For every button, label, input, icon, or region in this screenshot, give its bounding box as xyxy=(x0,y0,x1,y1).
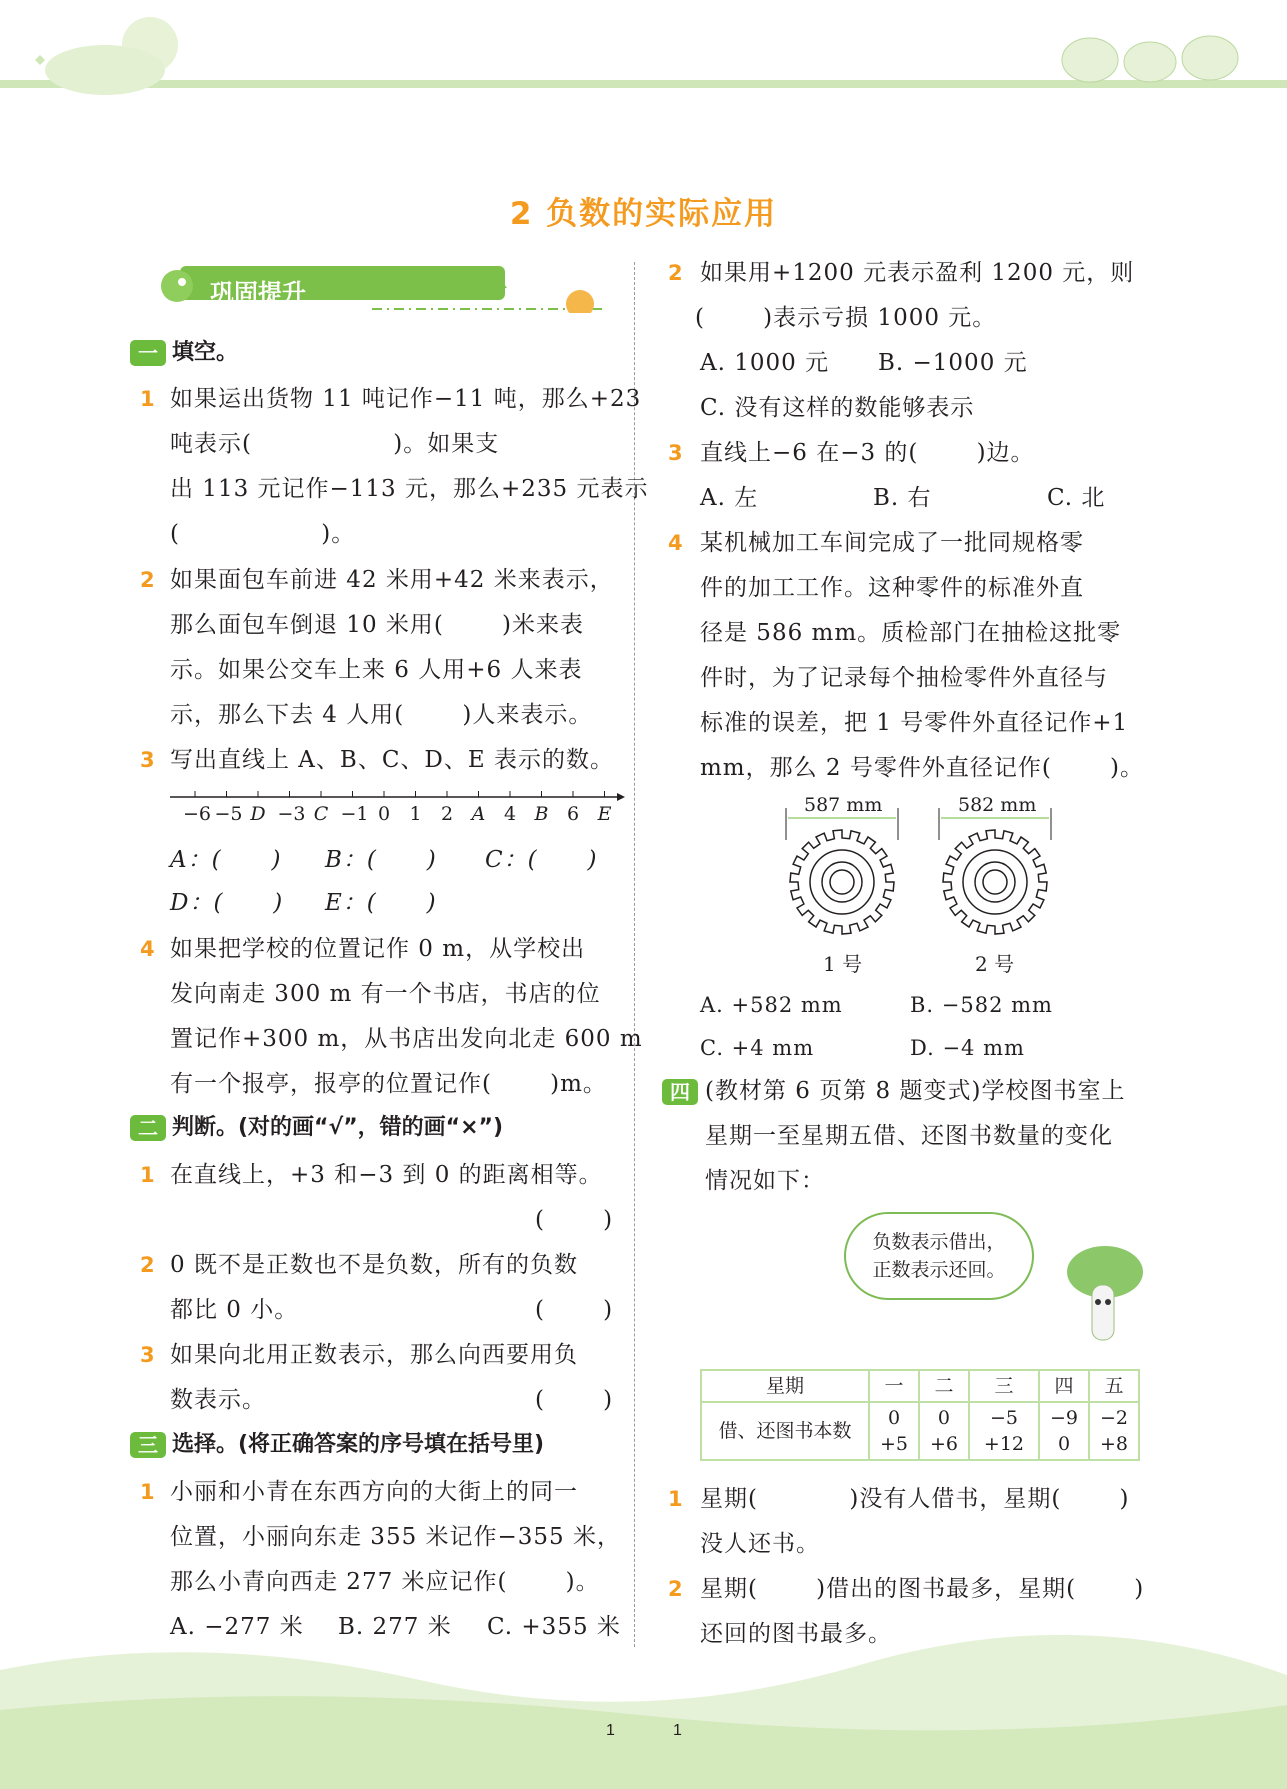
option: C. 北 xyxy=(1047,485,1106,511)
question-text: 如果面包车前进 42 米用+42 米来表示， xyxy=(170,567,614,593)
sun-cloud-decoration xyxy=(10,0,210,110)
speech-bubble xyxy=(844,1212,1034,1300)
gear-size-label: 582 mm xyxy=(958,794,1037,816)
number-line-label: C xyxy=(313,803,329,825)
return-value: 0 xyxy=(1057,1433,1071,1455)
question-number: 1 xyxy=(140,387,155,411)
question-text: 件时，为了记录每个抽检零件外直径与 xyxy=(700,665,1108,691)
number-line-label: 0 xyxy=(377,803,391,825)
return-value: +5 xyxy=(879,1433,908,1455)
number-line-label: E xyxy=(597,803,612,825)
question-text: 如果把学校的位置记作 0 m，从学校出 xyxy=(170,936,586,962)
number-line-label: D xyxy=(250,803,266,825)
section-title: 判断。(对的画“√”，错的画“×”) xyxy=(172,1115,504,1140)
number-line-label: B xyxy=(534,803,549,825)
number-line-label: A xyxy=(471,803,486,825)
table-row-label: 借、还图书本数 xyxy=(701,1402,869,1460)
question-text: (教材第 6 页第 8 题变式)学校图书室上 xyxy=(705,1078,1126,1104)
question-number: 2 xyxy=(140,1253,155,1277)
gears-figure xyxy=(780,800,1070,950)
question-text: 如果向北用正数表示，那么向西要用负 xyxy=(170,1342,578,1368)
borrow-value: 0 xyxy=(937,1407,950,1429)
option: C. 没有这样的数能够表示 xyxy=(700,395,975,421)
table-header-cell: 星期 xyxy=(701,1370,869,1402)
question-text: 吨表示( )。如果支 xyxy=(170,431,500,457)
number-line-label: −1 xyxy=(340,803,369,825)
answer-blank: ( ) xyxy=(535,1387,614,1413)
page-title: 2 负数的实际应用 xyxy=(509,196,778,232)
table-header-cell: 三 xyxy=(969,1370,1039,1402)
question-text: 标准的误差，把 1 号零件外直径记作+1 xyxy=(700,710,1129,736)
question-text: 如果用+1200 元表示盈利 1200 元，则 xyxy=(700,260,1135,286)
bubble-line: 正数表示还回。 xyxy=(872,1259,1006,1281)
question-number: 3 xyxy=(140,1343,155,1367)
table-header-row xyxy=(701,1370,1139,1402)
borrow-value: 0 xyxy=(887,1407,901,1429)
section-badge: 三 xyxy=(130,1432,166,1458)
answer-blank: C：( ) xyxy=(485,847,598,873)
question-text: 都比 0 小。 xyxy=(170,1297,299,1323)
question-text: 件的加工工作。这种零件的标准外直 xyxy=(700,575,1084,601)
book-table xyxy=(700,1369,1140,1461)
borrow-value: −2 xyxy=(1099,1407,1128,1429)
question-text: 数表示。 xyxy=(170,1387,266,1413)
option: D. −4 mm xyxy=(910,1036,1025,1060)
table-header-cell: 二 xyxy=(919,1370,969,1402)
gear-label: 2 号 xyxy=(975,952,1015,976)
table-cell xyxy=(869,1402,919,1460)
return-value: +12 xyxy=(983,1433,1025,1455)
answer-blank: ( ) xyxy=(535,1207,614,1233)
return-value: +8 xyxy=(1099,1433,1128,1455)
question-text: 在直线上，+3 和−3 到 0 的距离相等。 xyxy=(170,1162,603,1188)
question-text: 径是 586 mm。质检部门在抽检这批零 xyxy=(700,620,1122,646)
question-text: 小丽和小青在东西方向的大街上的同一 xyxy=(170,1479,578,1505)
borrow-value: −9 xyxy=(1050,1407,1079,1429)
question-text: 那么小青向西走 277 米应记作( )。 xyxy=(170,1569,600,1595)
number-line-label: 1 xyxy=(409,803,422,825)
question-text: 0 既不是正数也不是负数，所有的负数 xyxy=(170,1252,578,1278)
option: C. +4 mm xyxy=(700,1036,815,1060)
question-text: 写出直线上 A、B、C、D、E 表示的数。 xyxy=(170,747,614,773)
question-number: 1 xyxy=(668,1487,683,1511)
answer-blank: D：( ) xyxy=(170,890,284,916)
number-line-label: −5 xyxy=(214,803,243,825)
option: B. −1000 元 xyxy=(878,350,1028,376)
number-line-label: −6 xyxy=(183,803,212,825)
question-number: 1 xyxy=(140,1480,155,1504)
number-line-label: −3 xyxy=(277,803,306,825)
question-text: ( )表示亏损 1000 元。 xyxy=(695,305,997,331)
question-number: 2 xyxy=(668,261,683,285)
question-text: 星期( )没有人借书，星期( ) xyxy=(700,1486,1130,1512)
gear-label: 1 号 xyxy=(823,952,863,976)
question-number: 3 xyxy=(668,441,683,465)
table-cell xyxy=(1089,1402,1139,1460)
option: A. 1000 元 xyxy=(700,350,830,376)
question-text: 出 113 元记作−113 元，那么+235 元表示 xyxy=(170,476,649,502)
column-divider xyxy=(634,262,635,1647)
page-number: 1 xyxy=(673,1722,682,1739)
gear-icon xyxy=(790,830,894,934)
option: B. 右 xyxy=(873,485,932,511)
question-text: 星期一至星期五借、还图书数量的变化 xyxy=(705,1123,1113,1149)
question-text: 星期( )借出的图书最多，星期( ) xyxy=(700,1576,1145,1602)
footer-hills-decoration xyxy=(0,1620,1287,1789)
banner-label: 巩固提升 xyxy=(210,279,306,307)
question-text: 如果运出货物 11 吨记作−11 吨，那么+23 xyxy=(170,386,642,412)
question-text: 有一个报亭，报亭的位置记作( )m。 xyxy=(170,1071,607,1097)
table-cell xyxy=(969,1402,1039,1460)
section-banner xyxy=(132,258,612,313)
question-text: 情况如下： xyxy=(705,1168,825,1194)
question-text: 置记作+300 m，从书店出发向北走 600 m xyxy=(170,1026,643,1052)
section-title: 选择。(将正确答案的序号填在括号里) xyxy=(172,1432,545,1457)
question-number: 2 xyxy=(140,568,155,592)
question-number: 3 xyxy=(140,748,155,772)
answer-blank: B：( ) xyxy=(325,847,437,873)
answer-blank: A：( ) xyxy=(170,847,282,873)
table-header-cell: 一 xyxy=(869,1370,919,1402)
borrow-value: −5 xyxy=(989,1407,1018,1429)
section-badge: 二 xyxy=(130,1115,166,1141)
option: A. +582 mm xyxy=(700,993,843,1017)
option: B. −582 mm xyxy=(910,993,1053,1017)
question-text: 那么面包车倒退 10 米用( )米来表 xyxy=(170,612,585,638)
question-text: 示，那么下去 4 人用( )人来表示。 xyxy=(170,702,593,728)
question-number: 4 xyxy=(140,937,155,961)
question-number: 4 xyxy=(668,531,683,555)
option: A. 左 xyxy=(700,485,759,511)
table-cell xyxy=(919,1402,969,1460)
number-line-label: 6 xyxy=(566,803,580,825)
question-text: 某机械加工车间完成了一批同规格零 xyxy=(700,530,1084,556)
gear-icon xyxy=(943,830,1047,934)
section-badge: 四 xyxy=(662,1079,698,1105)
broccoli-character-icon xyxy=(1050,1240,1150,1350)
question-number: 2 xyxy=(668,1577,683,1601)
question-text: 还回的图书最多。 xyxy=(700,1621,892,1647)
table-header-cell: 五 xyxy=(1089,1370,1139,1402)
question-text: 示。如果公交车上来 6 人用+6 人来表 xyxy=(170,657,583,683)
table-cell xyxy=(1039,1402,1089,1460)
number-line-label: 2 xyxy=(440,803,454,825)
answer-blank: E：( ) xyxy=(325,890,437,916)
return-value: +6 xyxy=(929,1433,958,1455)
question-text: 发向南走 300 m 有一个书店，书店的位 xyxy=(170,981,601,1007)
question-text: 没人还书。 xyxy=(700,1531,820,1557)
section-badge: 一 xyxy=(130,340,166,366)
table-header-cell: 四 xyxy=(1039,1370,1089,1402)
section-title: 填空。 xyxy=(172,340,239,365)
question-text: 位置，小丽向东走 355 米记作−355 米， xyxy=(170,1524,622,1550)
option: A. −277 米 xyxy=(170,1614,304,1640)
option: B. 277 米 xyxy=(338,1614,452,1640)
answer-blank: ( ) xyxy=(535,1297,614,1323)
animals-decoration xyxy=(1050,20,1250,85)
question-text: mm，那么 2 号零件外直径记作( )。 xyxy=(700,755,1144,781)
option: C. +355 米 xyxy=(487,1614,621,1640)
table-row xyxy=(701,1402,1139,1460)
question-text: ( )。 xyxy=(170,521,356,547)
number-line-label: 4 xyxy=(503,803,517,825)
page-number: 1 xyxy=(606,1722,615,1739)
bubble-line: 负数表示借出， xyxy=(872,1231,1006,1253)
question-number: 1 xyxy=(140,1163,155,1187)
gear-size-label: 587 mm xyxy=(804,794,883,816)
question-text: 直线上−6 在−3 的( )边。 xyxy=(700,440,1035,466)
